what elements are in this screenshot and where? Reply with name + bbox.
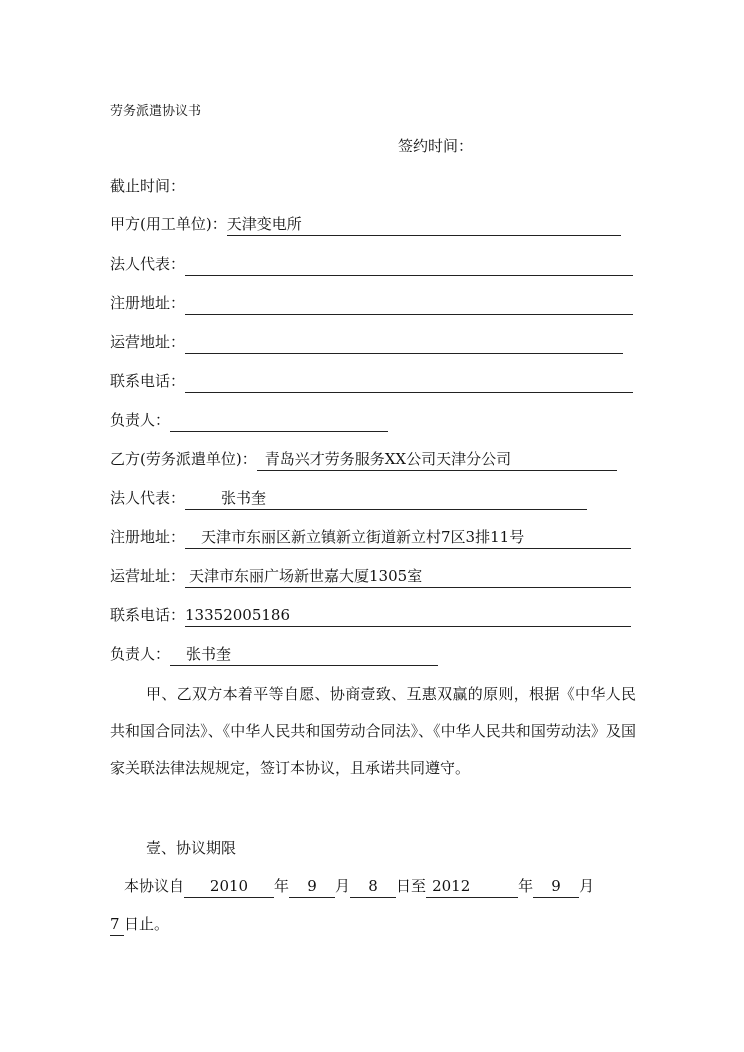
- term-suffix: 日止。: [124, 915, 170, 933]
- end-year: 2012: [432, 877, 471, 895]
- party-b-reg-address-row: [110, 525, 631, 549]
- party-a-person-label: 负责人：: [110, 411, 171, 429]
- end-day-field[interactable]: [110, 913, 124, 936]
- start-year-field[interactable]: [184, 875, 274, 898]
- sign-time-label: 签约时间：: [398, 137, 474, 155]
- party-a-legal-rep-field[interactable]: [185, 253, 633, 276]
- term-prefix: 本协议自: [124, 877, 185, 895]
- year-label-2: 年: [518, 877, 534, 895]
- party-b-reg-address-field[interactable]: [185, 526, 631, 549]
- party-a-legal-rep-row: [110, 252, 633, 276]
- party-b-op-address: 天津市东丽广场新世嘉大厦1305室: [189, 567, 423, 585]
- party-a-name-field[interactable]: [227, 213, 621, 236]
- party-b-op-address-label: 运营址址：: [110, 567, 186, 585]
- party-b-person: 张书奎: [186, 645, 232, 663]
- party-b-person-row: [110, 642, 438, 666]
- party-b-reg-address: 天津市东丽区新立镇新立街道新立村7区3排11号: [201, 528, 525, 546]
- party-a-name: 天津变电所: [226, 215, 302, 233]
- month-label-2: 月: [579, 877, 595, 895]
- party-b-reg-address-label: 注册地址：: [110, 528, 186, 546]
- party-b-phone: 13352005186: [185, 606, 290, 624]
- end-time-label: 截止时间：: [110, 177, 186, 195]
- day-to-label: 日至: [396, 877, 427, 895]
- start-month-field[interactable]: [289, 875, 335, 898]
- party-b-legal-rep-row: [110, 486, 587, 510]
- party-a-reg-address-row: [110, 291, 633, 315]
- party-b-person-field[interactable]: [170, 643, 438, 666]
- party-b-op-address-field[interactable]: [185, 565, 631, 588]
- party-b-phone-row: [110, 603, 631, 627]
- start-day: 8: [368, 877, 378, 895]
- party-b-name: 青岛兴才劳务服务XX公司天津分公司: [264, 450, 512, 468]
- party-b-phone-label: 联系电话：: [110, 606, 186, 624]
- section1-title: 壹、协议期限: [146, 839, 237, 857]
- party-b-legal-rep: 张书奎: [221, 489, 267, 507]
- term-row: [124, 874, 594, 898]
- party-b-label: 乙方(劳务派遣单位)：: [110, 450, 257, 468]
- end-day: 7: [110, 915, 120, 933]
- document-title: 劳务派遣协议书: [110, 104, 202, 119]
- party-a-phone-field[interactable]: [185, 370, 633, 393]
- term-row-2: [110, 912, 169, 936]
- end-month-field[interactable]: [533, 875, 579, 898]
- party-a-op-address-field[interactable]: [185, 331, 623, 354]
- party-a-op-address-label: 运营地址：: [110, 333, 186, 351]
- party-a-label: 甲方(用工单位)：: [110, 215, 227, 233]
- start-day-field[interactable]: [350, 875, 396, 898]
- party-b-legal-rep-field[interactable]: [185, 487, 587, 510]
- party-b-person-label: 负责人：: [110, 645, 171, 663]
- party-b-legal-rep-label: 法人代表：: [110, 489, 186, 507]
- party-a-person-row: [110, 408, 388, 432]
- party-a-phone-row: [110, 369, 633, 393]
- party-b-name-field[interactable]: [257, 448, 617, 471]
- party-a-op-address-row: [110, 330, 623, 354]
- party-a-row: [110, 212, 621, 236]
- party-b-row: [110, 447, 617, 471]
- end-month: 9: [551, 877, 561, 895]
- start-year: 2010: [209, 877, 249, 895]
- party-a-reg-address-label: 注册地址：: [110, 294, 186, 312]
- party-a-reg-address-field[interactable]: [185, 292, 633, 315]
- party-b-phone-field[interactable]: [185, 604, 631, 627]
- preamble-paragraph: 甲、乙双方本着平等自愿、协商壹致、互惠双赢的原则，根据《中华人民共和国合同法》、《中华人民共和国劳动合同法》、《中华人民共和国劳动法》及国家关联法律法规规定，签订本协议，且承诺共同遵守。: [110, 685, 636, 777]
- party-b-op-address-row: [110, 564, 631, 588]
- end-year-field[interactable]: [426, 875, 518, 898]
- month-label-1: 月: [335, 877, 351, 895]
- start-month: 9: [307, 877, 317, 895]
- party-a-person-field[interactable]: [170, 409, 388, 432]
- party-a-legal-rep-label: 法人代表：: [110, 255, 186, 273]
- year-label-1: 年: [274, 877, 290, 895]
- party-a-phone-label: 联系电话：: [110, 372, 186, 390]
